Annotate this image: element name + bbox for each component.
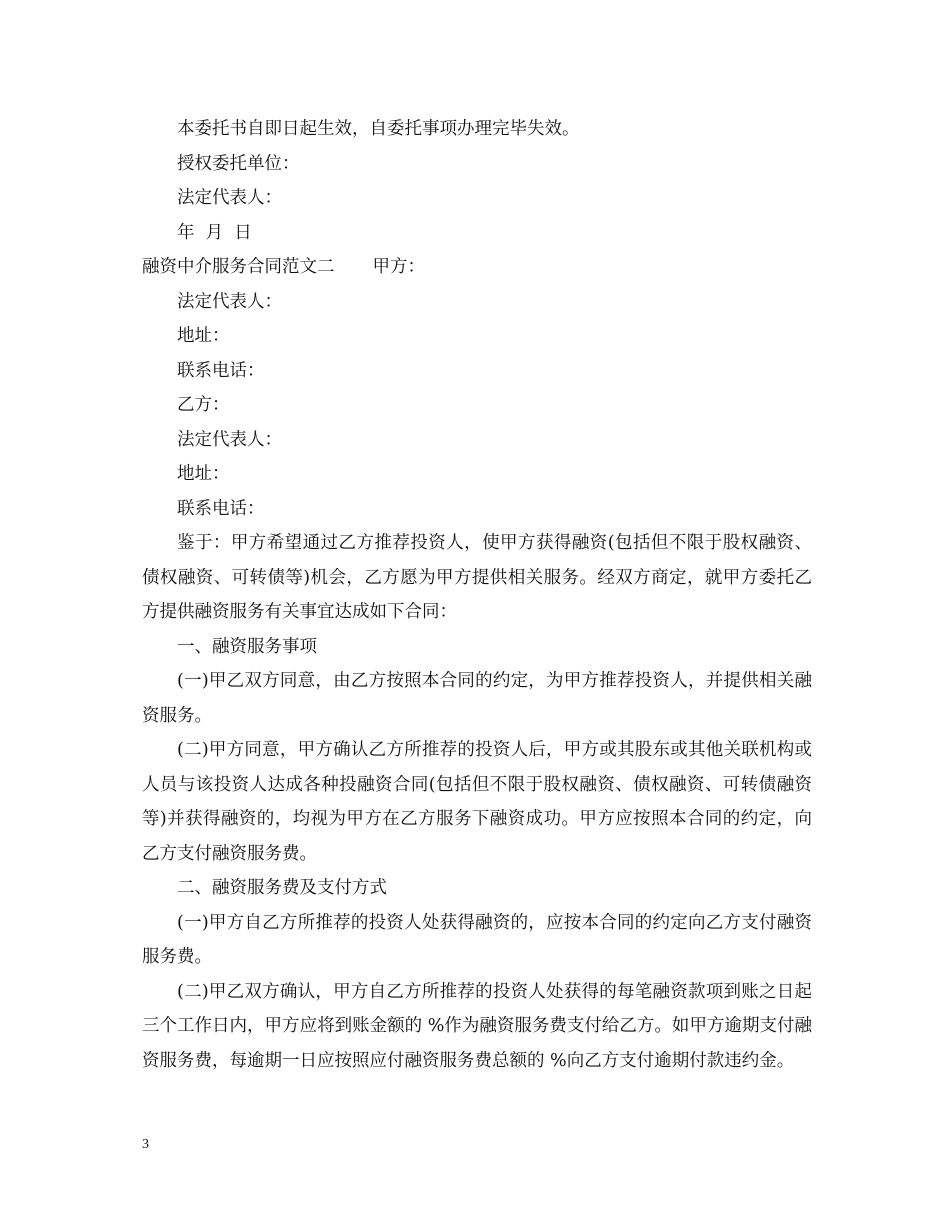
contract-heading [142,250,812,285]
paragraph: 鉴于：甲方希望通过乙方推荐投资人，使甲方获得融资(包括但不限于股权融资、债权融资、可转债等)机会，乙方愿为甲方提供相关服务。经双方商定，就甲方委托乙方提供融资服务有关事宜达成如下合同： [142,533,812,622]
paragraph: (二)甲乙双方确认，甲方自乙方所推荐的投资人处获得的每笔融资款项到账之日起三个工作日内，甲方应将到账金额的 %作为融资服务费支付给乙方。如甲方逾期支付融资服务费，每逾期一日应按照应付融资服务费总额的 %向乙方支付逾期付款违约金。 [142,981,812,1071]
paragraph: 授权委托单位： [177,153,300,174]
date-text: 年 月 日 [177,222,252,243]
section-heading: 一、融资服务事项 [177,636,317,657]
document-body [142,112,812,1078]
paragraph: (一)甲乙双方同意，由乙方按照本合同的约定，为甲方推荐投资人，并提供相关融资服务。 [142,671,812,726]
party-a-label: 甲方： [372,257,425,277]
paragraph: 联系电话： [177,498,265,519]
paragraph: 法定代表人： [177,291,282,312]
paragraph: 地址： [177,326,230,346]
paragraph: (二)甲方同意，甲方确认乙方所推荐的投资人后，甲方或其股东或其他关联机构或人员与该投资人达成各种投融资合同(包括但不限于股权融资、债权融资、可转债融资等)并获得融资的，均视为甲方在乙方服务下融资成功。甲方应按照本合同的约定，向乙方支付融资服务费。 [142,740,812,864]
contract-title: 融资中介服务合同范文二 [142,257,335,277]
section-heading: 二、融资服务费及支付方式 [177,878,387,898]
paragraph: 本委托书自即日起生效，自委托事项办理完毕失效。 [177,119,580,139]
paragraph: 乙方： [177,395,230,415]
date-line [142,216,812,251]
paragraph: 法定代表人： [177,429,282,450]
paragraph: 法定代表人： [177,188,282,208]
paragraph: 地址： [177,464,230,484]
page-number: 3 [142,1137,149,1152]
paragraph: (一)甲方自乙方所推荐的投资人处获得融资的，应按本合同的约定向乙方支付融资服务费。 [142,912,812,967]
paragraph: 联系电话： [177,360,265,381]
